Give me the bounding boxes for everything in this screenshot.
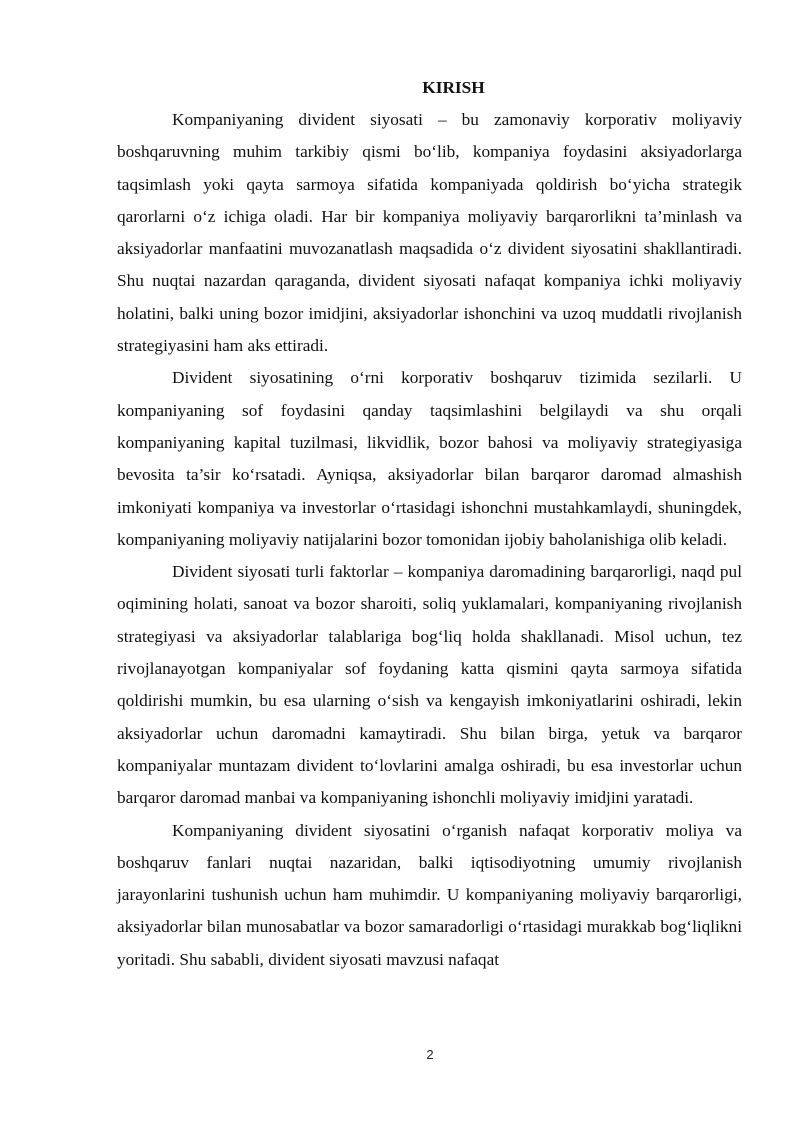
page-content: [117, 72, 742, 976]
page-number: 2: [426, 1047, 434, 1062]
paragraph-2: Divident siyosatining o‘rni korporativ boshqaruv tizimida sezilarli. U kompaniyaning sof foydasini qanday taqsimlashini belgilaydi va shu orqali kompaniyaning kapital tuzilmasi, likvidlik, bozor bahosi va moliyaviy strategiyasiga bevosita ta’sir ko‘rsatadi. Ayniqsa, aksiyadorlar bilan barqaror daromad almashish imkoniyati kompaniya va investorlar o‘rtasidagi ishonchni mustahkamlaydi, shuningdek, kompaniyaning moliyaviy natijalarini bozor tomonidan ijobiy baholanishiga olib keladi.: [117, 368, 742, 549]
paragraph-3: Divident siyosati turli faktorlar – kompaniya daromadining barqarorligi, naqd pul oqimining holati, sanoat va bozor sharoiti, soliq yuklamalari, kompaniyaning rivojlanish strategiyasi va aksiyadorlar talablariga bog‘liq holda shakllanadi. Misol uchun, tez rivojlanayotgan kompaniyalar sof foydaning katta qismini qayta sarmoya sifatida qoldirishi mumkin, bu esa ularning o‘sish va kengayish imkoniyatlarini oshiradi, lekin aksiyadorlar uchun daromadni kamaytiradi. Shu bilan birga, yetuk va barqaror kompaniyalar muntazam divident to‘lovlarini amalga oshiradi, bu esa investorlar uchun barqaror daromad manbai va kompaniyaning ishonchli moliyaviy imidjini yaratadi.: [117, 562, 742, 808]
paragraph-1: Kompaniyaning divident siyosati – bu zamonaviy korporativ moliyaviy boshqaruvning muhim tarkibiy qismi bo‘lib, kompaniya foydasini aksiyadorlarga taqsimlash yoki qayta sarmoya sifatida kompaniyada qoldirish bo‘yicha strategik qarorlarni o‘z ichiga oladi. Har bir kompaniya moliyaviy barqarorlikni ta’minlash va aksiyadorlar manfaatini muvozanatlash maqsadida o‘z divident siyosatini shakllantiradi. Shu nuqtai nazardan qaraganda, divident siyosati nafaqat kompaniya ichki moliyaviy holatini, balki uning bozor imidjini, aksiyadorlar ishonchini va uzoq muddatli rivojlanish strategiyasini ham aks ettiradi.: [117, 110, 742, 356]
paragraph-4: Kompaniyaning divident siyosatini o‘rganish nafaqat korporativ moliya va boshqaruv fanlari nuqtai nazaridan, balki iqtisodiyotning umumiy rivojlanish jarayonlarini tushunish uchun ham muhimdir. U kompaniyaning moliyaviy barqarorligi, aksiyadorlar bilan munosabatlar va bozor samaradorligi o‘rtasidagi murakkab bog‘liqlikni yoritadi. Shu sababli, divident siyosati mavzusi nafaqat: [117, 820, 742, 969]
section-title: KIRISH: [422, 78, 485, 97]
